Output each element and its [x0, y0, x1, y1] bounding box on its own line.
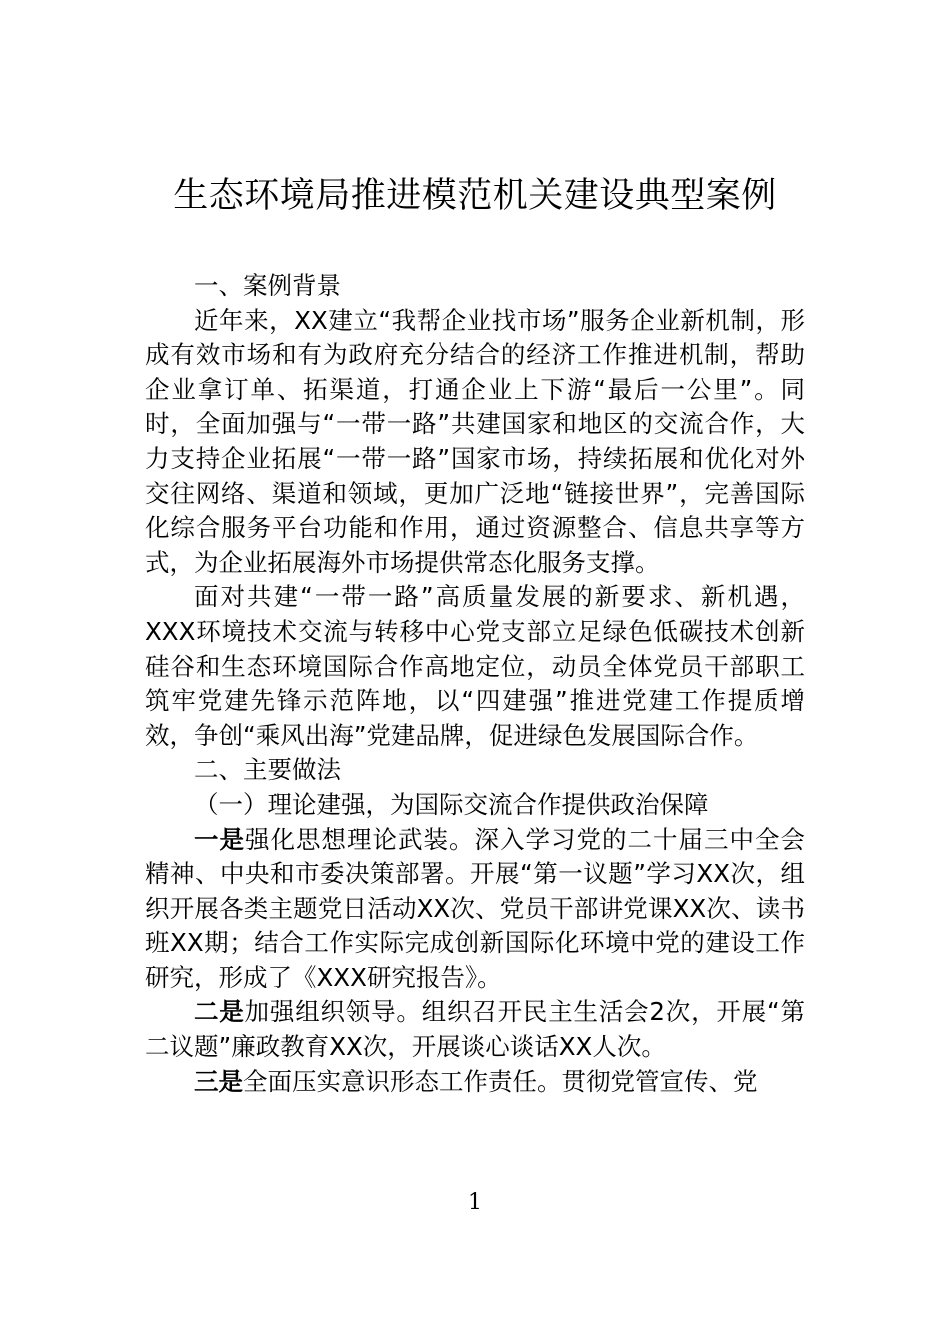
- page-number: 1: [468, 1190, 482, 1215]
- list-item-1: [145, 823, 805, 996]
- list-item-1-text: 强化思想理论武装。深入学习党的二十届三中全会精神、中央和市委决策部署。开展“第一议题”学习XX次，组织开展各类主题党日活动XX次、党员干部讲党课XX次、读书班XX期；结合工作实际完成创新国际化环境中党的建设工作研究，形成了《XXX研究报告》。: [145, 824, 805, 992]
- list-item-2-lead: 二是: [194, 997, 245, 1027]
- list-item-3: [145, 1065, 805, 1100]
- list-item-2-text: 加强组织领导。组织召开民主生活会2次，开展“第二议题”廉政教育XX次，开展谈心谈话XX人次。: [145, 997, 806, 1062]
- list-item-3-text: 全面压实意识形态工作责任。贯彻党管宣传、党: [243, 1066, 758, 1096]
- paragraph-background-1: 近年来，XX建立“我帮企业找市场”服务企业新机制，形成有效市场和有为政府充分结合的经济工作推进机制，帮助企业拿订单、拓渠道，打通企业上下游“最后一公里”。同时，全面加强与“一带一路”共建国家和地区的交流合作，大力支持企业拓展“一带一路”国家市场，持续拓展和优化对外交往网络、渠道和领域，更加广泛地“链接世界”，完善国际化综合服务平台功能和作用，通过资源整合、信息共享等方式，为企业拓展海外市场提供常态化服务支撑。: [145, 305, 805, 577]
- paragraph-background-2: 面对共建“一带一路”高质量发展的新要求、新机遇，XXX环境技术交流与转移中心党支部立足绿色低碳技术创新硅谷和生态环境国际合作高地定位，动员全体党员干部职工筑牢党建先锋示范阵地，以“四建强”推进党建工作提质增效，争创“乘风出海”党建品牌，促进绿色发展国际合作。: [145, 582, 805, 750]
- document-title: 生态环境局推进模范机关建设典型案例: [173, 176, 777, 216]
- section-heading-practices: 二、主要做法: [194, 755, 341, 785]
- document-body: [145, 269, 805, 1099]
- section-heading-background: 一、案例背景: [194, 271, 341, 300]
- subsection-heading-theory: （一）理论建强，为国际交流合作提供政治保障: [194, 789, 709, 819]
- list-item-3-lead: 三是: [194, 1066, 243, 1096]
- list-item-2: [145, 995, 805, 1064]
- list-item-1-lead: 一是: [194, 824, 245, 854]
